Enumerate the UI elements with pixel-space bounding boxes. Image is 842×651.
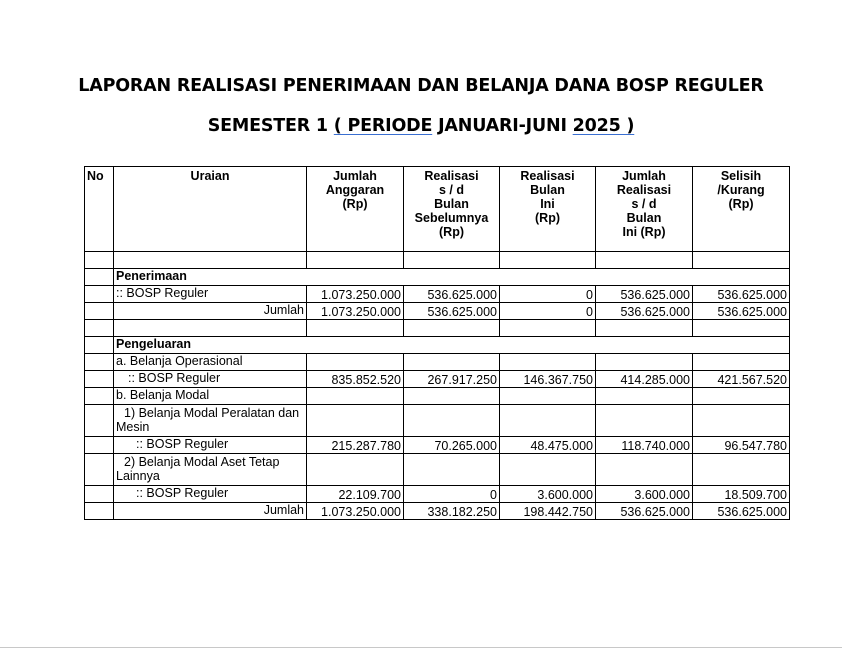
table-header-row [85,167,790,252]
table-row [85,486,790,503]
cell-sebelum: 338.182.250 [404,503,500,520]
cell-ini: 0 [500,286,596,303]
cell-anggaran: 1.073.250.000 [307,286,404,303]
table-row [85,286,790,303]
cell-ini: 146.367.750 [500,371,596,388]
spacer-row [85,320,790,337]
row-label: :: BOSP Reguler [114,486,307,503]
cell-jumlah: 536.625.000 [596,503,693,520]
cell-sebelum: 0 [404,486,500,503]
cell-anggaran: 1.073.250.000 [307,303,404,320]
cell-ini: 3.600.000 [500,486,596,503]
cell-jumlah: 414.285.000 [596,371,693,388]
row-label: :: BOSP Reguler [114,286,307,303]
cell-sebelum: 70.265.000 [404,437,500,454]
cell-jumlah: 536.625.000 [596,286,693,303]
cell-ini: 0 [500,303,596,320]
header-uraian: Uraian [114,167,307,252]
header-no: No [85,167,114,252]
row-label: Jumlah [114,503,307,520]
section-pengeluaran: Pengeluaran [114,337,790,354]
report-title: LAPORAN REALISASI PENERIMAAN DAN BELANJA DANA BOSP REGULER [78,76,764,96]
cell-anggaran: 215.287.780 [307,437,404,454]
header-selisih: Selisih /Kurang (Rp) [693,167,790,252]
cell-selisih: 536.625.000 [693,303,790,320]
realisasi-table [84,166,790,520]
spacer-row [85,252,790,269]
row-label: 2) Belanja Modal Aset Tetap Lainnya [114,454,307,486]
cell-jumlah: 536.625.000 [596,303,693,320]
row-label: 1) Belanja Modal Peralatan dan Mesin [114,405,307,437]
cell-anggaran: 1.073.250.000 [307,503,404,520]
subsection-row [85,388,790,405]
header-anggaran: Jumlah Anggaran (Rp) [307,167,404,252]
subtitle-semester: SEMESTER 1 [207,116,334,136]
subsection-row [85,354,790,371]
header-jumlah-realisasi: Jumlah Realisasi s / d Bulan Ini (Rp) [596,167,693,252]
cell-selisih: 96.547.780 [693,437,790,454]
row-label: a. Belanja Operasional [114,354,307,371]
total-row [85,303,790,320]
cell-anggaran: 835.852.520 [307,371,404,388]
section-row [85,337,790,354]
cell-ini: 198.442.750 [500,503,596,520]
subtitle-range: JANUARI-JUNI [432,116,573,136]
total-row [85,503,790,520]
report-subtitle [0,116,842,136]
cell-anggaran: 22.109.700 [307,486,404,503]
subsection-row [85,454,790,486]
row-label: b. Belanja Modal [114,388,307,405]
header-realisasi-ini: Realisasi Bulan Ini (Rp) [500,167,596,252]
cell-jumlah: 3.600.000 [596,486,693,503]
subsection-row [85,405,790,437]
section-penerimaan: Penerimaan [114,269,790,286]
cell-sebelum: 536.625.000 [404,286,500,303]
table-row [85,371,790,388]
subtitle-periode: ( PERIODE [333,116,433,136]
row-label: :: BOSP Reguler [114,437,307,454]
cell-jumlah: 118.740.000 [596,437,693,454]
section-row [85,269,790,286]
cell-sebelum: 536.625.000 [404,303,500,320]
subtitle-year: 2025 ) [572,116,635,136]
cell-selisih: 18.509.700 [693,486,790,503]
cell-sebelum: 267.917.250 [404,371,500,388]
header-realisasi-sebelum: Realisasi s / d Bulan Sebelumnya (Rp) [404,167,500,252]
row-label: Jumlah [114,303,307,320]
row-label: :: BOSP Reguler [114,371,307,388]
page-bottom-rule [0,647,842,648]
cell-selisih: 421.567.520 [693,371,790,388]
table-row [85,437,790,454]
cell-selisih: 536.625.000 [693,286,790,303]
cell-ini: 48.475.000 [500,437,596,454]
cell-selisih: 536.625.000 [693,503,790,520]
